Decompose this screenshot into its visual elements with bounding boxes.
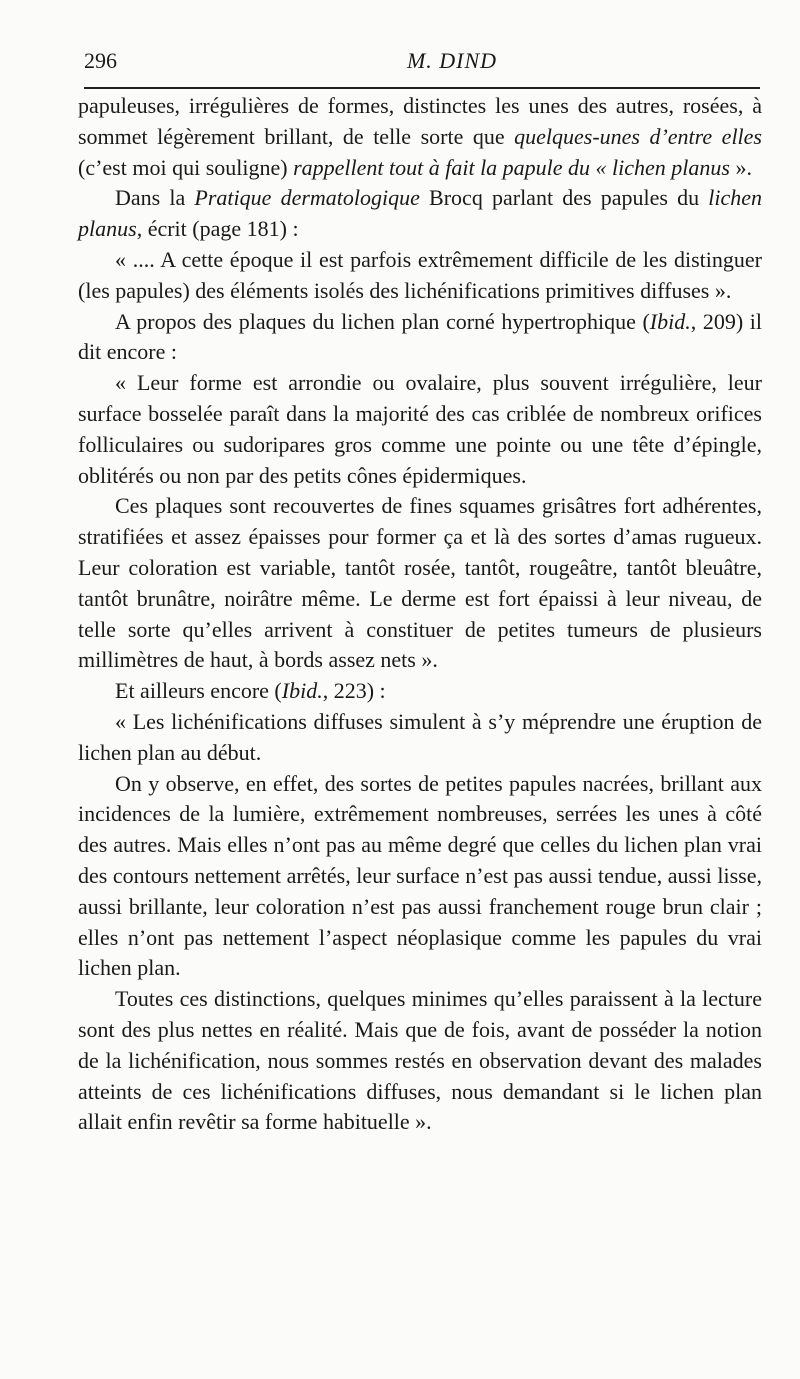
text-segment: , 223) : [322,678,386,704]
running-title: M. DIND [406,48,498,73]
paragraph [78,984,762,1138]
text-segment: « Les lichénifications diffuses simulent à s’y méprendre une éruption de lichen plan au début. [78,708,762,765]
italic-text: lichen planus [78,185,762,242]
paragraph [78,769,762,985]
text-segment: On y observe, en effet, des sortes de petites papules nacrées, brillant aux incidences de la lumière, extrêmement nombreuses, serrées les unes à côté des autres. Mais elles n’ont pas au même degré que celles du lichen plan vrai des contours nettement arrêtés, leur surface n’est pas aussi tendue, aussi lisse, aussi brillante, leur coloration n’est pas aussi franchement rouge brun clair ; elles n’ont pas nettement l’aspect néoplasique comme les papules du vrai lichen plan. [78,770,762,981]
text-segment: Brocq parlant des papules du [419,185,709,211]
italic-text: Pratique dermatologique [194,185,420,211]
text-segment: Toutes ces distinctions, quelques minimes qu’elles paraissent à la lecture sont des plus nettes en réalité. Mais que de fois, avant de posséder la notion de la lichénification, nous sommes restés en observation devant des malades atteints de ces lichénifications diffuses, nous demandant si le lichen plan allait enfin revêtir sa forme habituelle ». [78,986,762,1135]
text-segment: , 209) il dit encore : [78,308,762,365]
italic-text: Ibid. [649,308,691,334]
text-segment: A propos des plaques du lichen plan corné hypertrophique ( [115,308,650,334]
paragraph [78,676,762,707]
paragraph [78,707,762,769]
text-segment: Et ailleurs encore ( [115,678,282,704]
paragraph [78,91,762,183]
text-segment: Ces plaques sont recouvertes de fines squames grisâtres fort adhérentes, stratifiées et assez épaisses pour former ça et là des sortes d’amas rugueux. Leur coloration est variable, tantôt rosée, tantôt, rougeâtre, tantôt bleuâtre, tantôt brunâtre, noirâtre même. Le derme est fort épaissi à leur niveau, de telle sorte qu’elles arrivent à constituer de petites tumeurs de plusieurs millimètres de haut, à bords assez nets ». [78,493,762,673]
paragraph [78,491,762,676]
paragraph [78,183,762,245]
text-segment: Dans la [115,185,195,211]
text-segment: « Leur forme est arrondie ou ovalaire, plus souvent irrégulière, leur surface bosselée paraît dans la majorité des cas criblée de nombreux orifices folliculaires ou sudoripares gros comme une pointe ou une tête d’épingle, oblitérés ou non par des petits cônes épidermiques. [78,370,762,488]
italic-text: Ibid. [281,678,323,704]
text-segment: ». [729,154,752,180]
body-text [78,91,762,1138]
paragraph [78,368,762,491]
text-segment: « .... A cette époque il est parfois extrêmement difficile de les distinguer (les papules) des éléments isolés des lichénifications primitives diffuses ». [78,246,762,303]
paragraph [78,307,762,369]
paragraph [78,245,762,307]
running-head [84,48,760,76]
text-segment: papuleuses, irrégulières de formes, distinctes les unes des autres, rosées, à sommet légèrement brillant, de telle sorte que [78,93,762,149]
text-segment: (c’est moi qui souligne) [78,154,294,180]
header-rule [84,87,760,89]
italic-text: quelques-unes d’entre elles [514,123,762,149]
page-number: 296 [84,48,117,73]
italic-text: rappellent tout à fait la papule du « lichen planus [293,154,730,180]
text-segment: , écrit (page 181) : [136,216,299,242]
